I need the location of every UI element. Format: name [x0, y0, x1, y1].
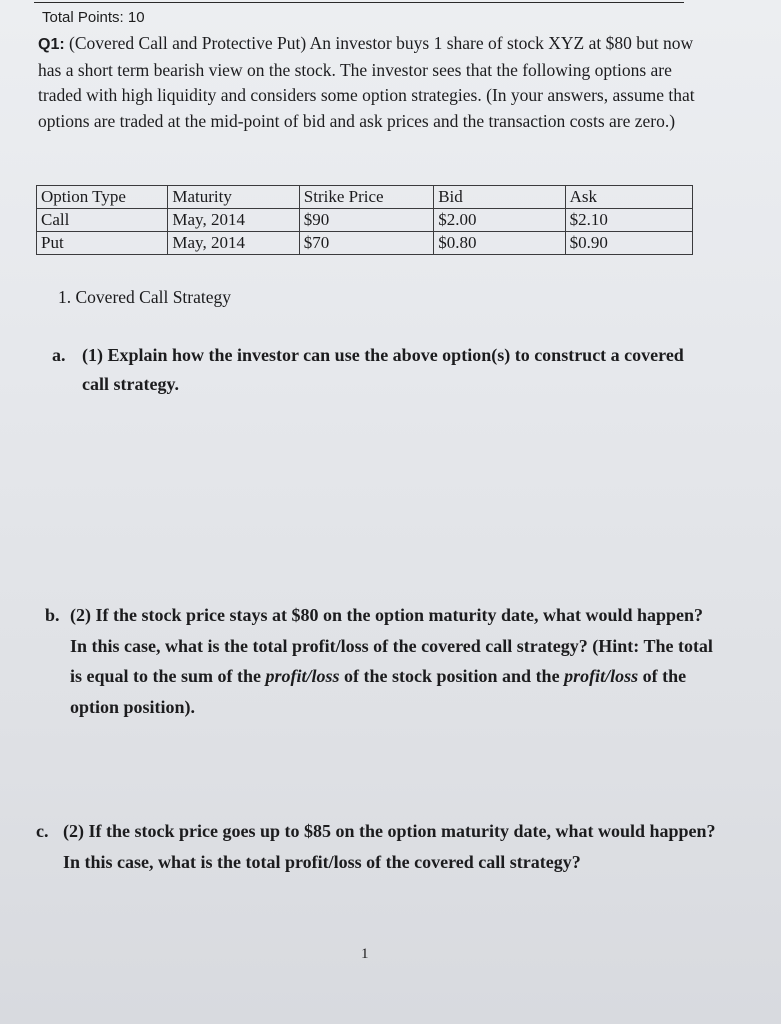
- question-item-c: [36, 816, 726, 878]
- cell-option-type: Call: [37, 209, 168, 232]
- top-rule: [34, 2, 684, 3]
- header-maturity: Maturity: [168, 186, 299, 209]
- item-text: of the option position).: [70, 666, 687, 717]
- header-bid: Bid: [434, 186, 565, 209]
- cell-bid: $2.00: [434, 209, 565, 232]
- header-ask: Ask: [565, 186, 692, 209]
- cell-option-type: Put: [37, 232, 168, 255]
- item-text: (2) If the stock price goes up to $85 on the option maturity date, what would happen? In this case, what is the total profit/loss of the covered call strategy?: [63, 821, 716, 872]
- item-marker: b.: [45, 605, 60, 625]
- item-text: (1) Explain how the investor can use the above option(s) to construct a covered call strategy.: [82, 345, 684, 394]
- total-points: Total Points: 10: [42, 9, 145, 26]
- question-text: (Covered Call and Protective Put) An investor buys 1 share of stock XYZ at $80 but now has a short term bearish view on the stock. The investor sees that the following options are traded with high liquidity and considers some option strategies. (In your answers, assume that options are traded at the mid-point of bid and ask prices and the transaction costs are zero.): [38, 33, 695, 131]
- emphasis-text: profit/loss: [265, 666, 340, 686]
- table-header-row: [37, 186, 693, 209]
- question-item-a: [52, 341, 712, 399]
- options-table: [36, 185, 693, 255]
- question-number: Q1:: [38, 36, 65, 53]
- question-item-b: [45, 600, 720, 722]
- cell-strike-price: $90: [299, 209, 433, 232]
- item-marker: a.: [52, 345, 66, 365]
- item-marker: c.: [36, 821, 49, 841]
- item-text: of the stock position and the: [339, 666, 565, 686]
- cell-maturity: May, 2014: [168, 232, 299, 255]
- cell-ask: $2.10: [565, 209, 692, 232]
- question-intro: [38, 31, 698, 134]
- emphasis-text: profit/loss: [564, 666, 639, 686]
- header-strike-price: Strike Price: [299, 186, 433, 209]
- cell-ask: $0.90: [565, 232, 692, 255]
- page-number: 1: [361, 946, 369, 962]
- table-row: [37, 209, 693, 232]
- section-title: 1. Covered Call Strategy: [58, 287, 232, 307]
- table-row: [37, 232, 693, 255]
- item-body: [45, 600, 720, 722]
- cell-bid: $0.80: [434, 232, 565, 255]
- cell-strike-price: $70: [299, 232, 433, 255]
- item-text: (2) If the stock price stays at $80 on the option maturity date, what would happen? In this case, what is the total profit/loss of the covered call strategy? (Hint: The total is equal to the sum of the: [70, 605, 713, 686]
- header-option-type: Option Type: [37, 186, 168, 209]
- cell-maturity: May, 2014: [168, 209, 299, 232]
